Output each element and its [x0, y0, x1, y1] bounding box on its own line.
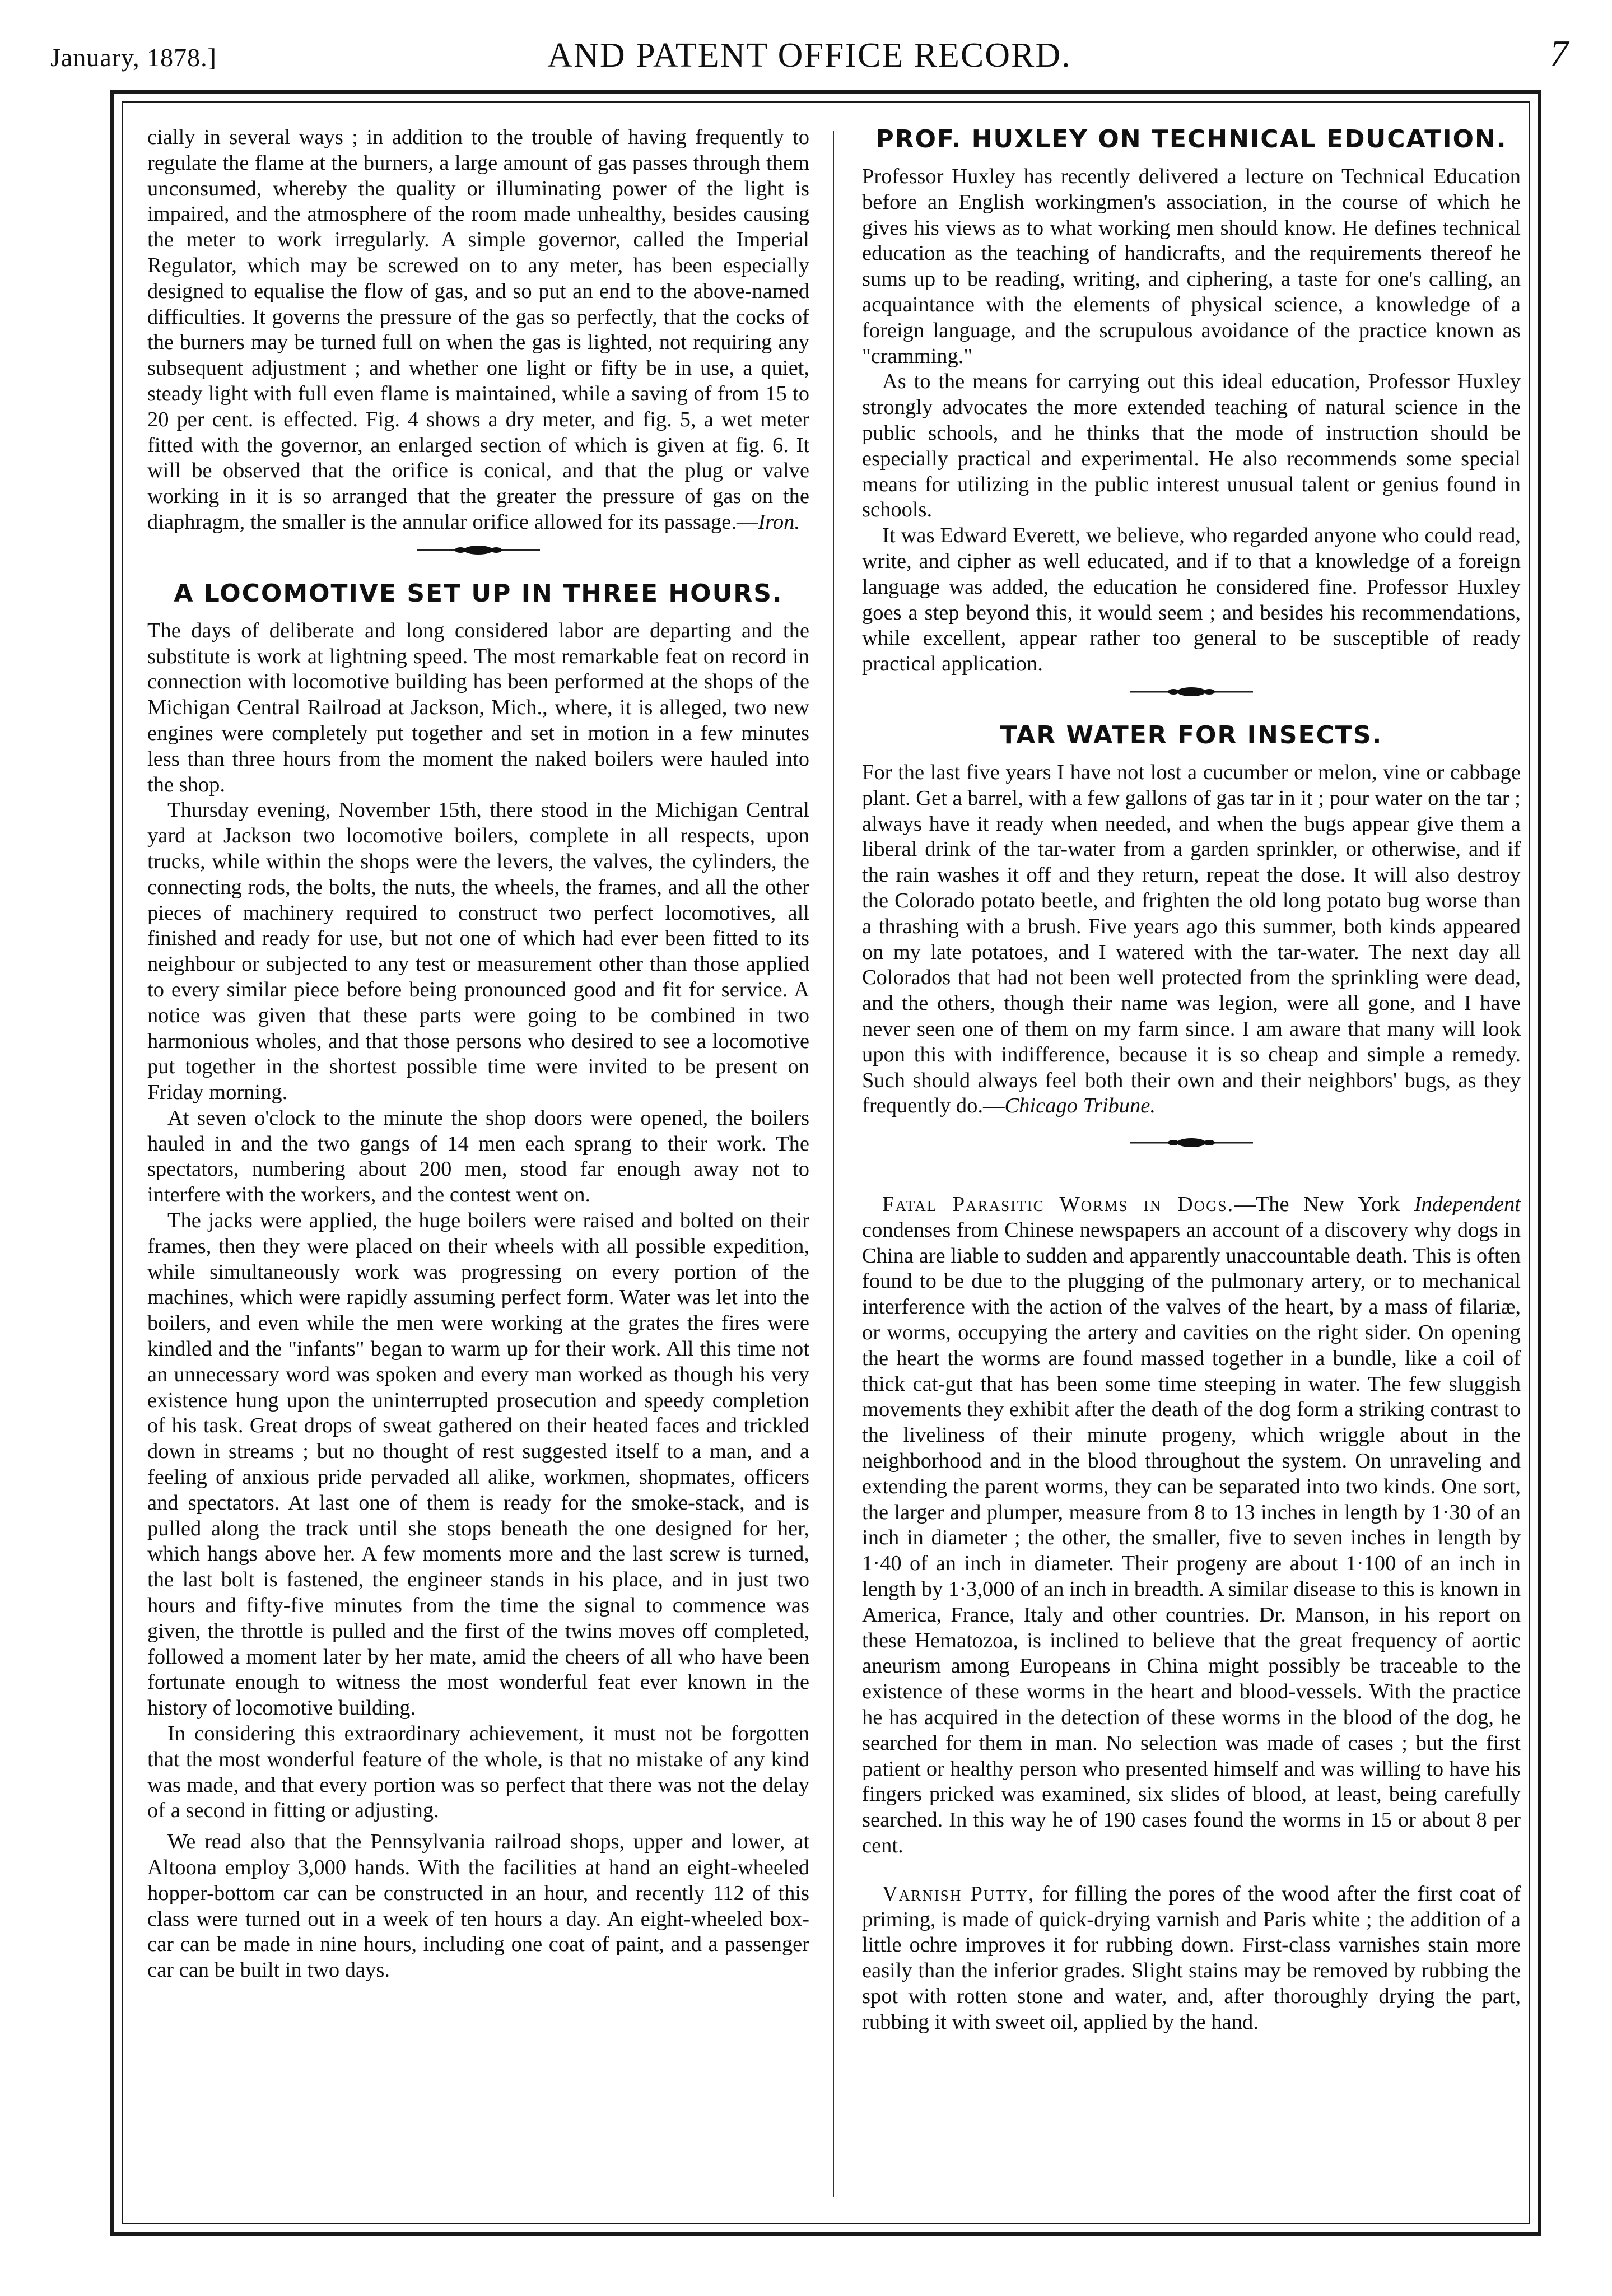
locomotive-heading: A LOCOMOTIVE SET UP IN THREE HOURS. [174, 579, 783, 608]
worms-source: Independent [1414, 1193, 1521, 1217]
page-frame-inner [122, 101, 1530, 2224]
ornament-divider-icon [1130, 685, 1253, 698]
huxley-paragraph: As to the means for carrying out this ideal education, Professor Huxley strongly advocates the more extended teaching of natural science in the public schools, and he thinks that the mode of instruction should be especially practical and experimental. He also recommends some special means for utilizing in the public interest unusual talent or genius found in schools. [862, 370, 1521, 522]
huxley-paragraph: It was Edward Everett, we believe, who regarded anyone who could read, write, and cipher as well educated, and if to that a knowledge of a foreign language was added, the education he considered fine. Professor Huxley goes a step beyond this, it would seem ; and besides his recommendations, while excellent, appear rather too general to be susceptible of ready practical application. [862, 524, 1521, 676]
right-column [862, 125, 1521, 2201]
putty-paragraph [862, 1881, 1521, 2036]
locomotive-paragraph: At seven o'clock to the minute the shop doors were opened, the boilers hauled in and the two gangs of 14 men each sprang to their work. The spectators, numbering about 200 men, stood far enough away not to interfere with the workers, and the contest went on. [147, 1106, 809, 1207]
continued-article-source: Iron. [758, 510, 800, 534]
tar-water-paragraph [862, 760, 1521, 1119]
tar-water-source: Chicago Tribune. [1004, 1094, 1156, 1118]
putty-text: for filling the pores of the wood after the first coat of priming, is made of quick-drying varnish and Paris white ; the addition of a little ochre improves it for rubbing down. First-class varnishes stain more easily than the inferior grades. Slight stains may be removed by rubbing the spot with rotten stone and water, and, after thoroughly drying the part, rubbing it with sweet oil, applied by the hand. [862, 1881, 1521, 2034]
ornament-divider-icon [1130, 1136, 1253, 1149]
page-number: 7 [1550, 33, 1568, 74]
column-rule [833, 131, 834, 2197]
ornament-divider-icon [417, 543, 540, 557]
tar-water-text: For the last five years I have not lost a cucumber or melon, vine or cabbage plant. Get a barrel, with a few gallons of gas tar in it ; pour water on the tar ; always have it ready when needed, and when the bugs appear give them a liberal drink of the tar-water from a garden sprinkler, or otherwise, and if the rain washes it off and they return, repeat the dose. It will also destroy the Colorado potato beetle, and frighten the old long potato bug worse than a thrashing with a brush. Five years ago this summer, both kinds appeared on my late potatoes, and I watered with the tar-water. The next day all Colorados that had not been well protected from the sprinkling were dead, and the others, though their name was legion, were all gone, and I have never seen one of them on my farm since. I am aware that many will look upon this with indifference, because it is so cheap and simple a remedy. Such should always feel both their own and their neighbors' bugs, as they frequently do.— [862, 760, 1521, 1118]
running-head [50, 32, 1568, 83]
issue-date: January, 1878.] [50, 43, 217, 72]
ornament-divider [147, 535, 809, 565]
journal-title: AND PATENT OFFICE RECORD. [547, 36, 1071, 74]
locomotive-paragraph: In considering this extraordinary achievement, it must not be forgotten that the most wonderful feature of the whole, is that no mistake of any kind was made, and that every portion was so perfect that there was not the delay of a second in fitting or adjusting. [147, 1722, 809, 1823]
continued-article [147, 125, 809, 535]
putty-lead: Varnish Putty, [882, 1881, 1035, 1906]
page-frame [110, 90, 1541, 2236]
locomotive-paragraph: The jacks were applied, the huge boilers were raised and bolted on their frames, then they were placed on their wheels with all possible expedition, while simultaneously work was progressing on every portion of the machines, which were rapidly assuming perfect form. Water was let into the boilers, and even while the men were working at the grates the fires were kindled and the "infants" began to warm up for their work. All this time not an unnecessary word was spoken and every man worked as though his very existence hung upon the uninterrupted prosecution and speedy completion of his task. Great drops of sweat gathered on their heated faces and trickled down in streams ; but no thought of rest suggested itself to a man, and a feeling of anxious pride pervaded all alike, workmen, shopmates, officers and spectators. At last one of them is ready for the smoke-stack, and is pulled along the track until she stops beneath the one designed for her, which hangs above her. A few moments more and the last screw is turned, the last bolt is fastened, the engineer stands in his place, and in just two hours and fifty-five minutes from the time the signal to commence was given, the throttle is pulled and the first of the twins moves off completed, followed a moment later by her mate, amid the cheers of all who have been fortunate enough to witness the most wonderful feat ever known in the history of locomotive building. [147, 1209, 809, 1720]
worms-paragraph [862, 1192, 1521, 1859]
huxley-paragraph: Professor Huxley has recently delivered a lecture on Technical Education before an English workingmen's association, in the course of which he gives his views as to what working men should know. He defines technical education as the teaching of handicrafts, and the requirements thereof he sums up to be reading, writing, and ciphering, a taste for one's calling, an acquaintance with the elements of physical science, a knowledge of a foreign language, and the scrupulous avoidance of the practice known as "cramming." [862, 165, 1521, 368]
continued-article-text: cially in several ways ; in addition to the trouble of having frequently to regulate the flame at the burners, a large amount of gas passes through them unconsumed, whereby the quality or illuminating power of the light is impaired, and the atmosphere of the room made unhealthy, besides causing the meter to work irregularly. A simple governor, called the Imperial Regulator, which may be screwed on to any meter, has been especially designed to equalise the flow of gas, and so put an end to the above-named difficulties. It governs the pressure of the gas so perfectly, that the cocks of the burners may be turned full on when the gas is lighted, not requiring any subsequent adjustment ; and whether one light or fifty be in use, a quiet, steady light with full even flame is maintained, while a saving of from 15 to 20 per cent. is effected. Fig. 4 shows a dry meter, and fig. 5, a wet meter fitted with the governor, an enlarged section of which is given at fig. 6. It will be observed that the orifice is conical, and that the plug or valve working in it is so arranged that the greater the pressure of gas on the diaphragm, the smaller is the annular orifice allowed for its passage.— [147, 125, 809, 534]
huxley-heading: PROF. HUXLEY ON TECHNICAL EDUCATION. [875, 125, 1507, 153]
worms-text-a: —The New York [1234, 1193, 1414, 1217]
worms-lead: Fatal Parasitic Worms in Dogs. [882, 1193, 1234, 1217]
locomotive-paragraph: Thursday evening, November 15th, there stood in the Michigan Central yard at Jackson two locomotive boilers, complete in all respects, upon trucks, while within the shops were the levers, the valves, the cylinders, the connecting rods, the bolts, the nuts, the wheels, the frames, and all the other pieces of machinery required to construct two perfect locomotives, all finished and ready for use, but not one of which had ever been fitted to its neighbour or subjected to any test or measurement other than those applied to every similar piece before being pronounced good and fit for service. A notice was given that these parts were going to be combined in two harmonious wholes, and that those persons who desired to see a locomotive put together in the shortest possible time were invited to be present on Friday morning. [147, 798, 809, 1105]
worms-text-b: condenses from Chinese newspapers an account of a discovery why dogs in China are liable to sudden and apparently unaccountable death. This is often found to be due to the plugging of the pulmonary artery, or to mechanical interference with the action of the valves of the heart, by a mass of filariæ, or worms, occupying the artery and cavities on the right sider. On opening the heart the worms are found massed together in a bundle, like a coil of thick cat-gut that has been some time steeping in water. The few sluggish movements they exhibit after the death of the dog form a striking contrast to the liveliness of their minute progeny, which wriggle about in the neighborhood and in the blood throughout the system. On unraveling and extending the parent worms, they can be separated into two kinds. One sort, the larger and plumper, measure from 8 to 13 inches in length by 1·30 of an inch in diameter ; the other, the smaller, five to seven inches in length by 1·40 of an inch in diameter. Their progeny are about 1·100 of an inch in length by 1·3,000 of an inch in breadth. A similar disease to this is known in America, France, Italy and other countries. Dr. Manson, in his report on these Hematozoa, is inclined to believe that the great frequency of aortic aneurism among Europeans in China might possibly be traceable to the existence of these worms in the heart and blood-vessels. With the practice he has acquired in the detection of these worms in the blood of the dog, he searched for them in man. No selection was made of cases ; but the first patient or healthy person who presented himself and was willing to have his fingers pricked was examined, six slides of blood, at least, being carefully searched. In this way he of 190 cases found the worms in 15 or about 8 per cent. [862, 1218, 1521, 1858]
tar-water-heading: TAR WATER FOR INSECTS. [1000, 720, 1383, 749]
left-column [147, 125, 809, 2201]
locomotive-paragraph: The days of deliberate and long considered labor are departing and the substitute is work at lightning speed. The most remarkable feat on record in connection with locomotive building has been performed at the shops of the Michigan Central Railroad at Jackson, Mich., where, it is alleged, two new engines were completely put together and set in motion in a few minutes less than three hours from the moment the naked boilers were hauled into the shop. [147, 618, 809, 797]
locomotive-paragraph: We read also that the Pennsylvania railroad shops, upper and lower, at Altoona employ 3,000 hands. With the facilities at hand an eight-wheeled hopper-bottom car can be constructed in an hour, and recently 112 of this class were turned out in a week of ten hours a day. An eight-wheeled box-car can be made in nine hours, including one coat of paint, and a passenger car can be built in two days. [147, 1830, 809, 1982]
ornament-divider [862, 677, 1521, 706]
ornament-divider [862, 1119, 1521, 1192]
